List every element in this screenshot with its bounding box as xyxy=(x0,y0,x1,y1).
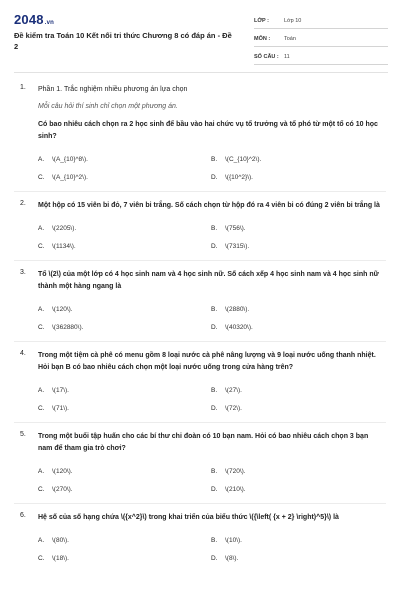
option-value: \(A_{10}^8\). xyxy=(52,155,88,163)
option-b[interactable] xyxy=(211,153,384,165)
question-divider xyxy=(14,341,386,342)
option-c[interactable] xyxy=(38,552,211,564)
option-value: \(A_{10}^2\). xyxy=(52,173,88,181)
option-label: B. xyxy=(211,386,218,394)
option-a[interactable] xyxy=(38,303,211,315)
question-number: 4. xyxy=(20,350,26,357)
meta-row-subject xyxy=(254,32,388,47)
option-value: \(72\). xyxy=(225,404,242,412)
option-c[interactable] xyxy=(38,321,211,333)
options xyxy=(38,378,384,414)
option-c[interactable] xyxy=(38,240,211,252)
option-label: B. xyxy=(211,155,218,163)
question-number: 6. xyxy=(20,512,26,519)
question-text: Trong một tiệm cà phê có menu gồm 8 loại nước cà phê nâng lượng và 9 loại nước uống thanh nhiệt. Hỏi bạn B có bao nhiêu cách chọn một loại nước uống trong cửa hàng trên? xyxy=(38,352,376,371)
option-value: \(27\). xyxy=(225,386,242,394)
option-label: B. xyxy=(211,224,218,232)
question-number: 1. xyxy=(20,84,26,91)
option-value: \(C_{10}^2\). xyxy=(225,155,262,163)
option-value: \(756\). xyxy=(225,224,246,232)
question-divider xyxy=(14,503,386,504)
meta-label: SỐ CÂU : xyxy=(254,54,279,60)
option-value: \(18\). xyxy=(52,554,69,562)
question-divider xyxy=(14,191,386,192)
question-divider xyxy=(14,260,386,261)
option-value: \(17\). xyxy=(52,386,69,394)
option-value: \(120\). xyxy=(52,305,73,313)
option-value: \(2880\). xyxy=(225,305,250,313)
option-d[interactable] xyxy=(211,402,384,414)
option-label: A. xyxy=(38,305,45,313)
question-text: Tổ \(2\) của một lớp có 4 học sinh nam và 4 học sinh nữ. Số cách xếp 4 học sinh nam và 4 học sinh nữ thành một hàng ngang là xyxy=(38,271,379,290)
question-6 xyxy=(0,512,400,564)
option-value: \(720\). xyxy=(225,467,246,475)
option-label: D. xyxy=(211,404,218,412)
header-divider xyxy=(14,72,388,73)
option-value: \(120\). xyxy=(52,467,73,475)
option-c[interactable] xyxy=(38,483,211,495)
option-value: \(40320\). xyxy=(225,323,253,331)
option-d[interactable] xyxy=(211,321,384,333)
option-value: \(362880\). xyxy=(52,323,84,331)
question-1 xyxy=(0,84,400,183)
option-value: \(1134\). xyxy=(52,242,76,250)
option-label: D. xyxy=(211,323,218,331)
section-title: Phần 1. Trắc nghiệm nhiều phương án lựa chọn xyxy=(38,86,188,93)
question-divider xyxy=(14,422,386,423)
option-label: D. xyxy=(211,554,218,562)
question-2 xyxy=(0,200,400,252)
option-label: A. xyxy=(38,467,45,475)
question-4 xyxy=(0,350,400,414)
options xyxy=(38,459,384,495)
option-label: B. xyxy=(211,467,218,475)
option-a[interactable] xyxy=(38,153,211,165)
option-label: C. xyxy=(38,173,45,181)
option-b[interactable] xyxy=(211,303,384,315)
exam-meta xyxy=(254,14,388,68)
option-label: C. xyxy=(38,323,45,331)
site-logo[interactable]: 2048.vn xyxy=(14,12,55,27)
option-label: C. xyxy=(38,554,45,562)
option-value: \(7315\). xyxy=(225,242,250,250)
question-text: Hệ số của số hạng chứa \({x^2}\) trong khai triển của biểu thức \({\left( {x + 2} \right)^5}\) là xyxy=(38,514,339,521)
option-b[interactable] xyxy=(211,465,384,477)
options xyxy=(38,216,384,252)
option-value: \(270\). xyxy=(52,485,73,493)
options xyxy=(38,147,384,183)
option-b[interactable] xyxy=(211,222,384,234)
question-text: Một hộp có 15 viên bi đỏ, 7 viên bi trắng. Số cách chọn từ hộp đó ra 4 viên bi có đúng 2 viên bi trắng là xyxy=(38,202,380,209)
option-value: \(80\). xyxy=(52,536,69,544)
option-d[interactable] xyxy=(211,552,384,564)
option-d[interactable] xyxy=(211,240,384,252)
meta-value: 11 xyxy=(284,54,290,60)
header xyxy=(0,0,400,70)
option-label: A. xyxy=(38,386,45,394)
option-label: A. xyxy=(38,155,45,163)
option-c[interactable] xyxy=(38,171,211,183)
option-c[interactable] xyxy=(38,402,211,414)
options xyxy=(38,528,384,564)
meta-label: MÔN : xyxy=(254,36,271,42)
option-label: B. xyxy=(211,536,218,544)
question-number: 5. xyxy=(20,431,26,438)
meta-value: Toán xyxy=(284,36,296,42)
exam-title: Đề kiểm tra Toán 10 Kết nối tri thức Chương 8 có đáp án - Đề 2 xyxy=(14,31,232,51)
option-label: A. xyxy=(38,224,45,232)
option-b[interactable] xyxy=(211,384,384,396)
option-label: C. xyxy=(38,242,45,250)
question-3 xyxy=(0,269,400,333)
option-value: \({10^2}\). xyxy=(225,173,253,181)
question-number: 3. xyxy=(20,269,26,276)
option-label: C. xyxy=(38,404,45,412)
option-label: D. xyxy=(211,173,218,181)
option-label: C. xyxy=(38,485,45,493)
option-label: B. xyxy=(211,305,218,313)
option-b[interactable] xyxy=(211,534,384,546)
question-5 xyxy=(0,431,400,495)
option-value: \(210\). xyxy=(225,485,246,493)
option-a[interactable] xyxy=(38,534,211,546)
option-a[interactable] xyxy=(38,222,211,234)
question-text: Trong một buổi tập huấn cho các bí thư chi đoàn có 10 bạn nam. Hỏi có bao nhiêu cách chọn 3 bạn nam để tham gia trò chơi? xyxy=(38,433,369,452)
question-number: 2. xyxy=(20,200,26,207)
option-a[interactable] xyxy=(38,465,211,477)
meta-value: Lớp 10 xyxy=(284,18,302,24)
meta-row-count xyxy=(254,50,388,65)
question-text: Có bao nhiêu cách chọn ra 2 học sinh để bầu vào hai chức vụ tổ trưởng và tổ phó từ một tổ có 10 học sinh? xyxy=(38,121,378,140)
option-a[interactable] xyxy=(38,384,211,396)
option-value: \(2205\). xyxy=(52,224,77,232)
option-label: A. xyxy=(38,536,45,544)
meta-label: LỚP : xyxy=(254,18,269,24)
option-label: D. xyxy=(211,242,218,250)
options xyxy=(38,297,384,333)
option-label: D. xyxy=(211,485,218,493)
option-value: \(10\). xyxy=(225,536,242,544)
meta-row-class xyxy=(254,14,388,29)
question-list xyxy=(0,76,400,564)
option-d[interactable] xyxy=(211,171,384,183)
option-value: \(71\). xyxy=(52,404,69,412)
option-d[interactable] xyxy=(211,483,384,495)
section-note: Mỗi câu hỏi thí sinh chỉ chọn một phương án. xyxy=(38,103,178,110)
option-value: \(8\). xyxy=(225,554,239,562)
